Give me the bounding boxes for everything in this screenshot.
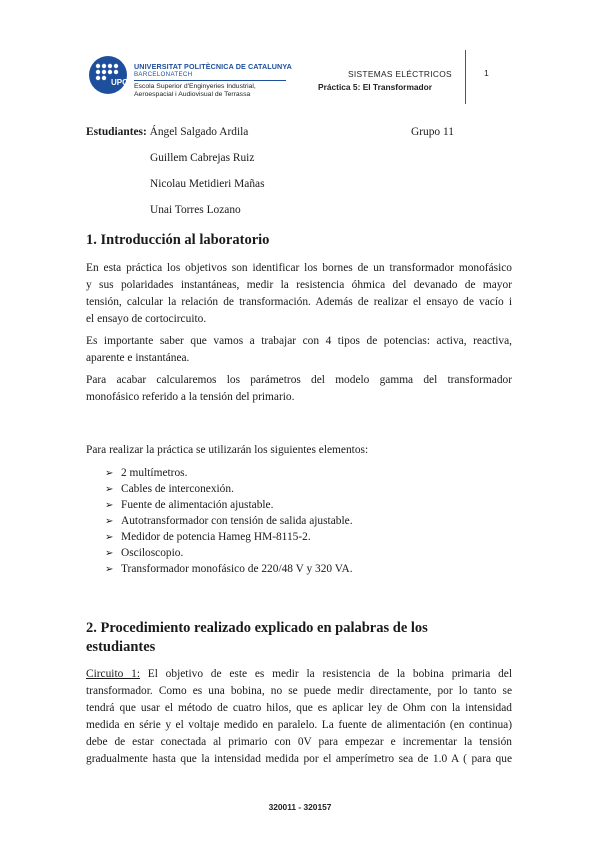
elements-intro: Para realizar la práctica se utilizarán los siguientes elementos: xyxy=(86,444,369,456)
student-name-2: Guillem Cabrejas Ruiz xyxy=(150,152,255,164)
student-name-4: Unai Torres Lozano xyxy=(150,204,241,216)
arrow-bullet-icon: ➢ xyxy=(105,548,114,559)
list-item: ➢ Osciloscopio. xyxy=(105,547,184,559)
school-line-2: Aeroespacial i Audiovisual de Terrassa xyxy=(134,91,251,98)
arrow-bullet-icon: ➢ xyxy=(105,500,114,511)
page-number: 1 xyxy=(484,68,489,78)
list-item: ➢ 2 multímetros. xyxy=(105,467,188,479)
upc-logo xyxy=(88,52,298,102)
list-item: ➢ Fuente de alimentación ajustable. xyxy=(105,499,274,511)
group-label: Grupo 11 xyxy=(411,126,454,138)
school-line-1: Escola Superior d'Enginyeries Industrial, xyxy=(134,83,256,90)
intro-para1-line1: En esta práctica los objetivos son identificar los bornes de un transformador monofásico xyxy=(86,262,512,274)
arrow-bullet-icon: ➢ xyxy=(105,532,114,543)
intro-para2-line1: Es importante saber que vamos a trabajar con 4 tipos de potencias: activa, reactiva, xyxy=(86,335,512,347)
intro-para1-line3: tensión, calcular la relación de transformación. Además de realizar el ensayo de vacío i xyxy=(86,296,512,308)
circuit-1-line1: Circuito 1: El objetivo de este es medir la resistencia de la bobina primaria del xyxy=(86,668,512,680)
intro-para1-line2: y sus polaridades instantáneas, medir la resistencia óhmica del devanado de mayor xyxy=(86,279,512,291)
arrow-bullet-icon: ➢ xyxy=(105,468,114,479)
university-name: UNIVERSITAT POLITÈCNICA DE CATALUNYA xyxy=(134,62,292,71)
logo-text: UPC xyxy=(111,78,128,87)
arrow-bullet-icon: ➢ xyxy=(105,564,114,575)
intro-para3-line2: monofásico referido a la tensión del primario. xyxy=(86,391,295,403)
circuit-1-line3: tendrá que usar el método de cuatro hilos, que es aplicar ley de Ohm con la intensidad xyxy=(86,702,512,714)
section-2-heading-line1: 2. Procedimiento realizado explicado en palabras de los xyxy=(86,620,428,636)
circuit-1-label: Circuito 1: xyxy=(86,668,140,680)
intro-para2-line2: aparente e instantánea. xyxy=(86,352,190,364)
circuit-1-line6: gradualmente hasta que la intensidad medida por el amperímetro sea de 1.0 A ( para que xyxy=(86,753,512,765)
intro-para1-line4: el ensayo de cortocircuito. xyxy=(86,313,207,325)
list-item: ➢ Medidor de potencia Hameg HM-8115-2. xyxy=(105,531,311,543)
circuit-1-line5: debe de estar conectada al primario con 0V para empezar e incrementar la tensión xyxy=(86,736,512,748)
section-2-heading-line2: estudiantes xyxy=(86,639,156,655)
intro-para3-line1: Para acabar calcularemos los parámetros del modelo gamma del transformador xyxy=(86,374,512,386)
course-title: SISTEMAS ELÉCTRICOS xyxy=(348,69,452,79)
list-item: ➢ Autotransformador con tensión de salida ajustable. xyxy=(105,515,353,527)
students-label: Estudiantes: xyxy=(86,126,147,138)
page-footer: 320011 - 320157 xyxy=(268,802,332,812)
logo-divider xyxy=(134,80,286,81)
students-line xyxy=(86,126,248,138)
circuit-1-line2: transformador. Como es una bobina, no se puede medir directamente, por lo tanto se xyxy=(86,685,512,697)
circuit-1-line4: medida en série y el voltaje medido en paralelo. La fuente de alimentación (en continua) xyxy=(86,719,512,731)
list-item: ➢ Transformador monofásico de 220/48 V y 320 VA. xyxy=(105,563,353,575)
list-item: ➢ Cables de interconexión. xyxy=(105,483,234,495)
student-name-3: Nicolau Metidieri Mañas xyxy=(150,178,265,190)
barcelonatech-label: BARCELONATECH xyxy=(134,71,193,78)
arrow-bullet-icon: ➢ xyxy=(105,484,114,495)
upc-logo-icon xyxy=(88,55,128,95)
practice-title: Práctica 5: El Transformador xyxy=(318,82,433,92)
section-1-heading: 1. Introducción al laboratorio xyxy=(86,232,270,248)
student-name-1: Ángel Salgado Ardila xyxy=(149,126,249,138)
header-divider xyxy=(465,50,466,104)
arrow-bullet-icon: ➢ xyxy=(105,516,114,527)
